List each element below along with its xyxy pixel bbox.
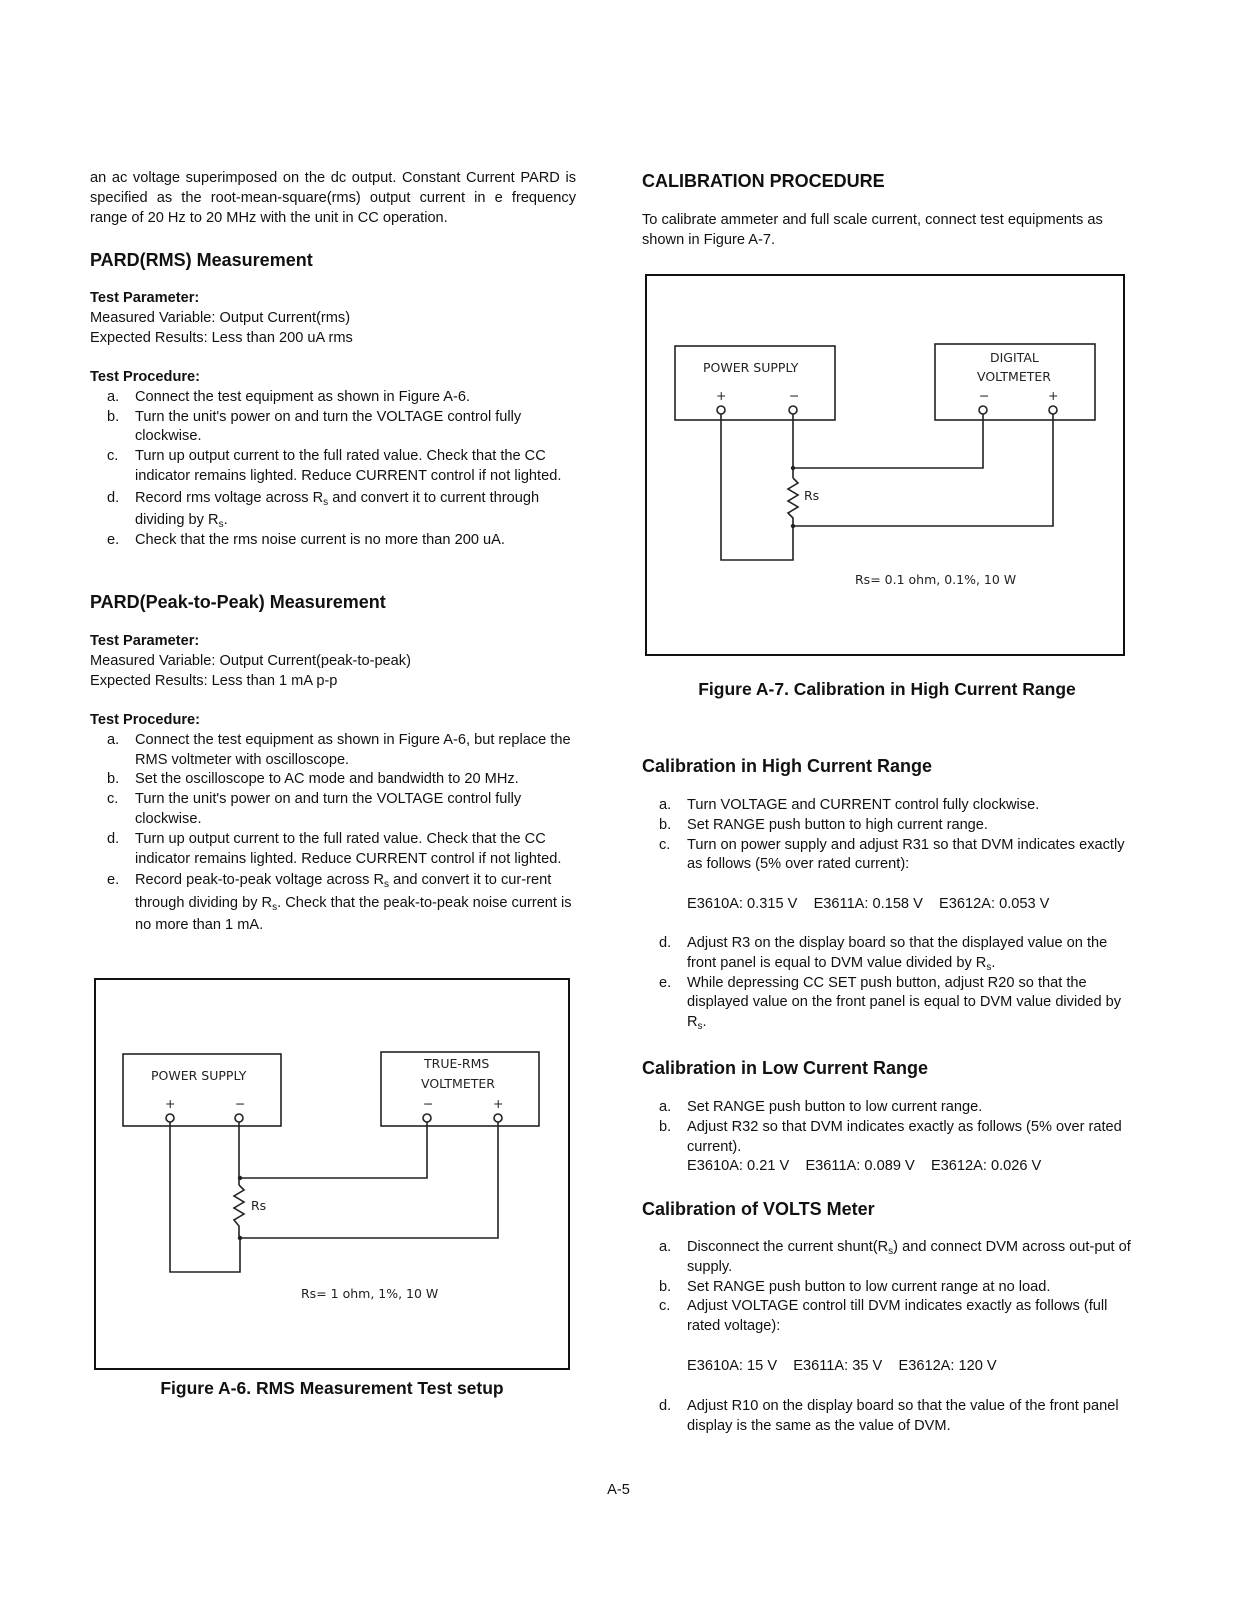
list-item: c. Turn on power supply and adjust R31 so that DVM indicates exactly as follows (5% over rated current): (659, 836, 1125, 873)
p2p-param-heading: Test Parameter: (90, 633, 200, 649)
figure-a6-diagram (94, 978, 570, 1370)
vm-minus-sign: − (979, 388, 990, 403)
resistor-label: Rs (251, 1198, 267, 1213)
p2p-test-parameter (90, 632, 578, 691)
power-supply-box (675, 346, 835, 420)
list-item: d. Record rms voltage across $R_s$ and convert it to current through dividing by $R_s$. (107, 489, 540, 530)
rms-measured-variable: Measured Variable: Output Current(rms) (90, 309, 351, 326)
meter-label-line2: VOLTMETER (977, 369, 1051, 384)
ps-plus-terminal (166, 1114, 174, 1122)
volts-meter-values: E3610A: 15 V E3611A: 35 V E3612A: 120 V (687, 1358, 997, 1374)
meter-label-line2: VOLTMETER (421, 1076, 495, 1091)
list-item: e. Check that the rms noise current is no more than 200 uA. (107, 531, 505, 548)
power-supply-box (123, 1054, 281, 1126)
ps-minus-sign: − (235, 1096, 246, 1111)
volts-meter-heading: Calibration of VOLTS Meter (642, 1199, 875, 1219)
pard-p2p-heading: PARD(Peak-to-Peak) Measurement (90, 592, 386, 612)
resistor-note: Rs= 0.1 ohm, 0.1%, 10 W (855, 572, 1017, 587)
ps-minus-terminal (235, 1114, 243, 1122)
list-item: d. Turn up output current to the full rated value. Check that the CC indicator remains lighted. Reduce CURRENT control if not lighted. (107, 830, 562, 867)
figure-a7-caption: Figure A-7. Calibration in High Current Range (698, 679, 1076, 699)
low-current-steps (642, 1098, 1134, 1157)
wire-vm-plus (240, 1122, 498, 1238)
p2p-test-procedure (90, 711, 578, 937)
list-item: a. Set RANGE push button to low current range. (659, 1099, 983, 1115)
intro-paragraph: an ac voltage superimposed on the dc output. Constant Current PARD is specified as the root-mean-square(rms) output current in e frequency range of 20 Hz to 20 MHz with the unit in CC operation. (90, 170, 576, 226)
low-current-values: E3610A: 0.21 V E3611A: 0.089 V E3612A: 0.026 V (687, 1158, 1042, 1174)
figure-a7-schematic (647, 276, 1123, 654)
low-current-heading: Calibration in Low Current Range (642, 1058, 929, 1078)
volts-meter-steps-2 (642, 1397, 1134, 1437)
resistor-rs (234, 1185, 244, 1238)
vm-plus-sign: + (493, 1096, 504, 1111)
list-item: d. Adjust R10 on the display board so that the value of the front panel display is the same as the value of DVM. (659, 1398, 1119, 1434)
pard-rms-heading: PARD(RMS) Measurement (90, 250, 313, 270)
ps-plus-sign: + (165, 1096, 176, 1111)
ps-minus-terminal (789, 406, 797, 414)
rms-procedure-list (90, 388, 578, 551)
power-supply-label: POWER SUPPLY (151, 1068, 247, 1083)
vm-minus-sign: − (423, 1096, 434, 1111)
list-item: b. Adjust R32 so that DVM indicates exactly as follows (5% over rated current). (659, 1118, 1122, 1155)
list-item: e. Record peak-to-peak voltage across $R_s$ and convert it to cur-rent through dividing by $R_s$. Check that the peak-to-peak noise current is no more than 1 mA. (107, 872, 572, 934)
ps-plus-sign: + (716, 388, 727, 403)
list-item: c. Turn up output current to the full rated value. Check that the CC indicator remains lighted. Reduce CURRENT control if not lighted. (107, 448, 562, 484)
wire-vm-minus (240, 1122, 427, 1178)
wire-plus (721, 414, 793, 560)
vm-minus-terminal (979, 406, 987, 414)
rms-expected-results: Expected Results: Less than 200 uA rms (90, 329, 353, 346)
meter-label-line1: DIGITAL (990, 350, 1039, 365)
resistor-rs (788, 478, 798, 526)
ps-minus-sign: − (789, 388, 800, 403)
calibration-heading: CALIBRATION PROCEDURE (642, 171, 885, 191)
list-item: b. Set the oscilloscope to AC mode and bandwidth to 20 MHz. (107, 771, 519, 788)
page-number: A-5 (607, 1482, 630, 1498)
calibration-intro: To calibrate ammeter and full scale current, connect test equipments as shown in Figure A-7. (642, 212, 1103, 248)
figure-a6-schematic (96, 980, 568, 1368)
resistor-label: Rs (804, 488, 820, 503)
list-item: a. Turn VOLTAGE and CURRENT control fully clockwise. (659, 797, 1040, 813)
p2p-proc-heading: Test Procedure: (90, 712, 201, 728)
high-current-values: E3610A: 0.315 V E3611A: 0.158 V E3612A: 0.053 V (687, 896, 1050, 912)
high-current-heading: Calibration in High Current Range (642, 756, 933, 776)
vm-plus-terminal (494, 1114, 502, 1122)
wire-plus (170, 1122, 240, 1272)
list-item: a. Connect the test equipment as shown in Figure A-6, but replace the RMS voltmeter with oscilloscope. (107, 731, 571, 768)
vm-plus-terminal (1049, 406, 1057, 414)
p2p-measured-variable: Measured Variable: Output Current(peak-to-peak) (90, 652, 411, 669)
rms-test-parameter (90, 289, 578, 348)
list-item: a. Connect the test equipment as shown in Figure A-6. (107, 388, 471, 405)
high-current-steps-2 (642, 934, 1134, 1033)
list-item: c. Turn the unit's power on and turn the VOLTAGE control fully clockwise. (107, 791, 522, 827)
resistor-note: Rs= 1 ohm, 1%, 10 W (301, 1286, 439, 1301)
rms-test-procedure (90, 368, 578, 551)
figure-a7-diagram (645, 274, 1125, 656)
meter-label-line1: TRUE-RMS (424, 1056, 490, 1071)
list-item: b. Set RANGE push button to low current range at no load. (659, 1278, 1051, 1295)
p2p-procedure-list (90, 731, 578, 937)
power-supply-label: POWER SUPPLY (703, 360, 799, 375)
rms-param-heading: Test Parameter: (90, 290, 200, 306)
vm-plus-sign: + (1048, 388, 1059, 403)
list-item: d. Adjust R3 on the display board so that the displayed value on the front panel is equal to DVM value divided by $R_s$. (659, 935, 1108, 973)
figure-a6-caption: Figure A-6. RMS Measurement Test setup (160, 1378, 504, 1398)
list-item: e. While depressing CC SET push button, adjust R20 so that the displayed value on the front panel is equal to DVM value divided by $R_s$. (659, 974, 1122, 1033)
wire-vm-minus (793, 414, 983, 468)
list-item: b. Turn the unit's power on and turn the VOLTAGE control fully clockwise. (107, 408, 522, 445)
rms-proc-heading: Test Procedure: (90, 369, 201, 385)
vm-minus-terminal (423, 1114, 431, 1122)
volts-meter-steps (642, 1238, 1134, 1337)
ps-plus-terminal (717, 406, 725, 414)
list-item: b. Set RANGE push button to high current range. (659, 816, 988, 833)
p2p-expected-results: Expected Results: Less than 1 mA p-p (90, 672, 338, 689)
list-item: c. Adjust VOLTAGE control till DVM indicates exactly as follows (full rated voltage): (659, 1298, 1108, 1335)
wire-vm-plus (793, 414, 1053, 526)
high-current-steps (642, 796, 1134, 875)
list-item: a. Disconnect the current $shunt(R_s)$ and connect DVM across out-put of supply. (659, 1239, 1131, 1275)
